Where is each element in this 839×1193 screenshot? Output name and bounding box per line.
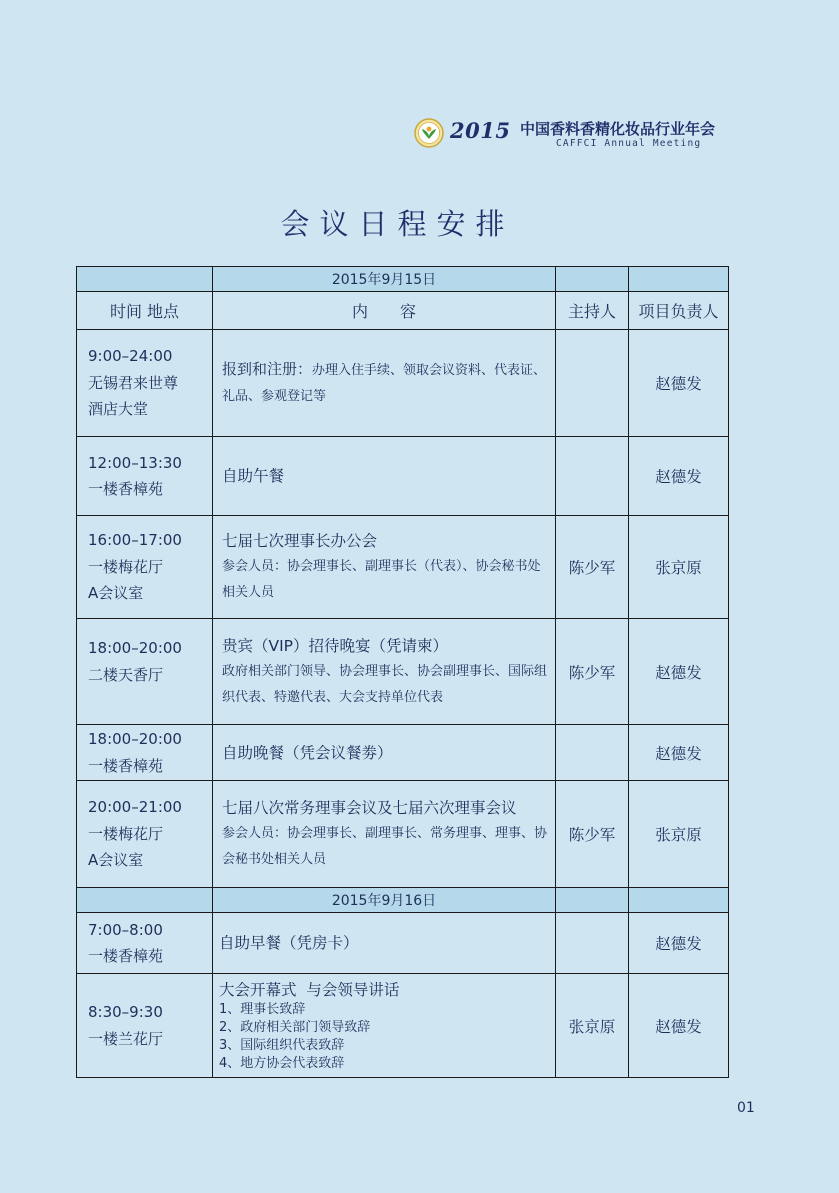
location-detail: 酒店大堂 xyxy=(88,400,149,419)
content-cell xyxy=(213,516,556,619)
location-detail: A会议室 xyxy=(88,851,144,870)
table-row xyxy=(77,437,729,516)
table-row xyxy=(77,619,729,725)
time-location-cell xyxy=(77,619,213,725)
location: 一楼香樟苑 xyxy=(88,947,164,965)
host-cell: 张京原 xyxy=(556,974,629,1078)
content-cell xyxy=(213,437,556,516)
time-range: 8:30–9:30 xyxy=(88,1003,163,1021)
item-title: 大会开幕式 与会领导讲话 xyxy=(219,980,400,999)
owner-cell: 赵德发 xyxy=(629,913,729,974)
host-cell: 陈少军 xyxy=(556,781,629,888)
host-cell xyxy=(556,437,629,516)
time-location-cell xyxy=(77,781,213,888)
item-title: 自助早餐（凭房卡） xyxy=(219,934,359,952)
time-location-cell xyxy=(77,437,213,516)
list-item: 3、国际组织代表致辞 xyxy=(219,1037,345,1053)
list-item: 1、理事长致辞 xyxy=(219,1001,306,1017)
list-item: 2、政府相关部门领导致辞 xyxy=(219,1019,371,1035)
header-content: 内 容 xyxy=(213,292,556,330)
owner-cell: 张京原 xyxy=(629,781,729,888)
item-title: 七届八次常务理事会议及七届六次理事会议 xyxy=(222,799,517,817)
time-range: 18:00–20:00 xyxy=(88,730,182,748)
time-location-cell xyxy=(77,974,213,1078)
host-cell: 陈少军 xyxy=(556,516,629,619)
host-cell xyxy=(556,330,629,437)
date-label: 2015年9月16日 xyxy=(213,888,556,913)
item-title: 七届七次理事长办公会 xyxy=(222,532,378,550)
brand-title-cn: 中国香料香精化妆品行业年会 xyxy=(520,120,716,138)
header-row xyxy=(77,292,729,330)
host-cell xyxy=(556,725,629,781)
item-participants: 参会人员：协会理事长、副理事长（代表）、协会秘书处相关人员 xyxy=(222,559,541,600)
location: 无锡君来世尊 xyxy=(88,373,179,392)
content-cell xyxy=(213,974,556,1078)
time-range: 18:00–20:00 xyxy=(88,639,182,657)
list-item: 4、地方协会代表致辞 xyxy=(219,1055,345,1071)
brand-title-en: CAFFCI Annual Meeting xyxy=(556,138,702,149)
time-range: 12:00–13:30 xyxy=(88,453,182,472)
header-time-location: 时间 地点 xyxy=(77,292,213,330)
item-participants: 政府相关部门领导、协会理事长、协会副理事长、国际组织代表、特邀代表、大会支持单位代表 xyxy=(222,663,548,705)
table-row xyxy=(77,913,729,974)
content-cell xyxy=(213,913,556,974)
location-detail: A会议室 xyxy=(88,584,144,603)
table-row xyxy=(77,725,729,781)
content-cell xyxy=(213,725,556,781)
schedule-table xyxy=(76,266,729,1078)
time-location-cell xyxy=(77,516,213,619)
item-participants: 参会人员：协会理事长、副理事长、常务理事、理事、协会秘书处相关人员 xyxy=(222,826,548,867)
content-cell xyxy=(213,781,556,888)
location: 二楼天香厅 xyxy=(88,665,164,684)
owner-cell: 赵德发 xyxy=(629,619,729,725)
brand-header xyxy=(414,116,734,156)
location: 一楼兰花厅 xyxy=(88,1029,164,1048)
item-title: 报到和注册： xyxy=(222,360,313,378)
owner-cell: 赵德发 xyxy=(629,974,729,1078)
owner-cell: 赵德发 xyxy=(629,725,729,781)
table-row xyxy=(77,781,729,888)
location: 一楼梅花厅 xyxy=(88,824,164,843)
location: 一楼香樟苑 xyxy=(88,756,164,775)
table-row xyxy=(77,974,729,1078)
page-number: 01 xyxy=(737,1100,755,1116)
caffci-logo-icon xyxy=(414,118,444,148)
host-cell xyxy=(556,913,629,974)
time-range: 16:00–17:00 xyxy=(88,531,182,550)
brand-year: 2015 xyxy=(450,118,511,143)
header-owner: 项目负责人 xyxy=(629,292,729,330)
date-label: 2015年9月15日 xyxy=(213,267,556,292)
table-row xyxy=(77,330,729,437)
owner-cell: 赵德发 xyxy=(629,437,729,516)
time-range: 20:00–21:00 xyxy=(88,798,182,817)
page-title: 会议日程安排 xyxy=(280,207,515,241)
date-row xyxy=(77,888,729,913)
item-title: 自助午餐 xyxy=(222,467,285,485)
time-location-cell xyxy=(77,725,213,781)
owner-cell: 赵德发 xyxy=(629,330,729,437)
item-detail: 办理入住手续、领取会议资料、代表证、礼品、参观登记等 xyxy=(222,363,547,404)
content-cell xyxy=(213,619,556,725)
location: 一楼香樟苑 xyxy=(88,480,164,498)
time-location-cell xyxy=(77,330,213,437)
table-row xyxy=(77,516,729,619)
header-host: 主持人 xyxy=(556,292,629,330)
item-title: 自助晚餐（凭会议餐劵） xyxy=(222,743,393,762)
location: 一楼梅花厅 xyxy=(88,557,164,576)
date-row xyxy=(77,267,729,292)
time-range: 9:00–24:00 xyxy=(88,347,173,366)
item-title: 贵宾（VIP）招待晚宴（凭请柬） xyxy=(222,636,449,655)
content-cell xyxy=(213,330,556,437)
owner-cell: 张京原 xyxy=(629,516,729,619)
time-range: 7:00–8:00 xyxy=(88,920,163,939)
host-cell: 陈少军 xyxy=(556,619,629,725)
time-location-cell xyxy=(77,913,213,974)
